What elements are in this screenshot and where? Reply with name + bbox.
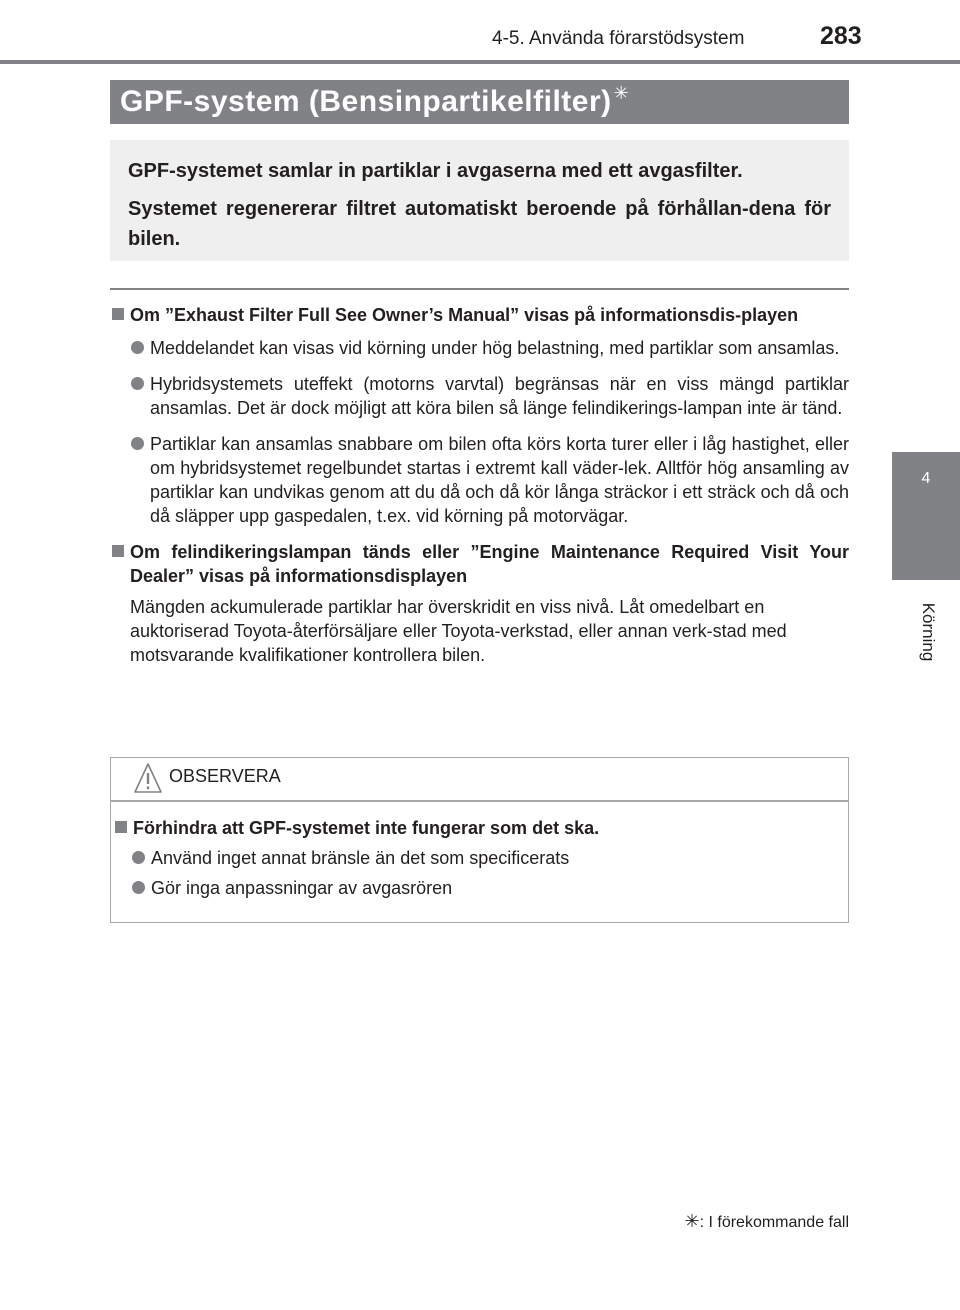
title-asterisk-icon: ✳: [613, 83, 630, 103]
notice-body: [111, 802, 848, 900]
list-item-text: Hybridsystemets uteffekt (motorns varvtal) begränsas när en viss mängd partiklar ansamlas. Det är dock möjligt att köra bilen så länge felindikerings-lampan inte är tänd.: [150, 374, 849, 418]
round-bullet-icon: [131, 377, 144, 390]
list-item: [131, 876, 848, 900]
header-section-title: 4-5. Använda förarstödsystem: [492, 28, 745, 49]
section-heading: [110, 303, 849, 327]
chapter-number: 4: [921, 470, 931, 487]
intro-line-2: Systemet regenererar filtret automatiskt beroende på förhållan-dena för bilen.: [128, 198, 831, 250]
list-item: [130, 432, 849, 528]
notice-heading: [113, 816, 848, 840]
notice-label: OBSERVERA: [169, 766, 281, 786]
list-item-text: Partiklar kan ansamlas snabbare om bilen ofta körs korta turer eller i låg hastighet, eller om hybridsystemet regelbundet startas i extremt kall väder-lek. Alltför hög ansamling av partiklar kan undvikas genom att du då och då kör långa sträckor i ett sträck och då och då släpper upp gaspedalen, t.ex. vid körning på motorvägar.: [150, 434, 849, 526]
list-item: [130, 336, 849, 360]
asterisk-icon: ✳: [684, 1211, 700, 1231]
footnote: [600, 1211, 849, 1232]
section-heading: [110, 540, 849, 588]
list-item: [130, 372, 849, 420]
square-bullet-icon: [115, 821, 127, 833]
round-bullet-icon: [131, 437, 144, 450]
section-heading-text: Om felindikeringslampan tänds eller ”Engine Maintenance Required Visit Your Dealer” visas på informationsdisplayen: [130, 542, 849, 586]
notice-heading-text: Förhindra att GPF-systemet inte fungerar som det ska.: [133, 818, 600, 838]
notice-header: [111, 758, 848, 802]
section-divider: [110, 288, 849, 290]
round-bullet-icon: [131, 341, 144, 354]
notice-box: [110, 757, 849, 923]
list-item-text: Gör inga anpassningar av avgasrören: [151, 878, 453, 898]
page-title: GPF-system (Bensinpartikelfilter): [120, 85, 612, 118]
chapter-label: Körning: [919, 602, 938, 662]
square-bullet-icon: [112, 308, 124, 320]
section-heading-text: Om ”Exhaust Filter Full See Owner’s Manual” visas på informationsdis-playen: [130, 305, 799, 325]
page-number: 283: [820, 22, 862, 50]
round-bullet-icon: [132, 881, 145, 894]
footnote-text: : I förekommande fall: [699, 1214, 849, 1231]
round-bullet-icon: [132, 851, 145, 864]
header-rule: [0, 60, 960, 64]
page-title-bar: [110, 80, 849, 124]
main-content: [110, 303, 849, 667]
list-item: [131, 846, 848, 870]
intro-line-1: GPF-systemet samlar in partiklar i avgaserna med ett avgasfilter.: [128, 160, 743, 182]
warning-triangle-icon: [133, 762, 163, 794]
intro-box: [110, 140, 849, 261]
list-item-text: Använd inget annat bränsle än det som specificerats: [151, 848, 570, 868]
square-bullet-icon: [112, 545, 124, 557]
section-paragraph: Mängden ackumulerade partiklar har överskridit en viss nivå. Låt omedelbart en auktoriserad Toyota-återförsäljare eller Toyota-verkstad, eller annan verk-stad med motsvarande kvalifikationer kontrollera bilen.: [130, 597, 787, 665]
list-item-text: Meddelandet kan visas vid körning under hög belastning, med partiklar som ansamlas.: [150, 338, 840, 358]
